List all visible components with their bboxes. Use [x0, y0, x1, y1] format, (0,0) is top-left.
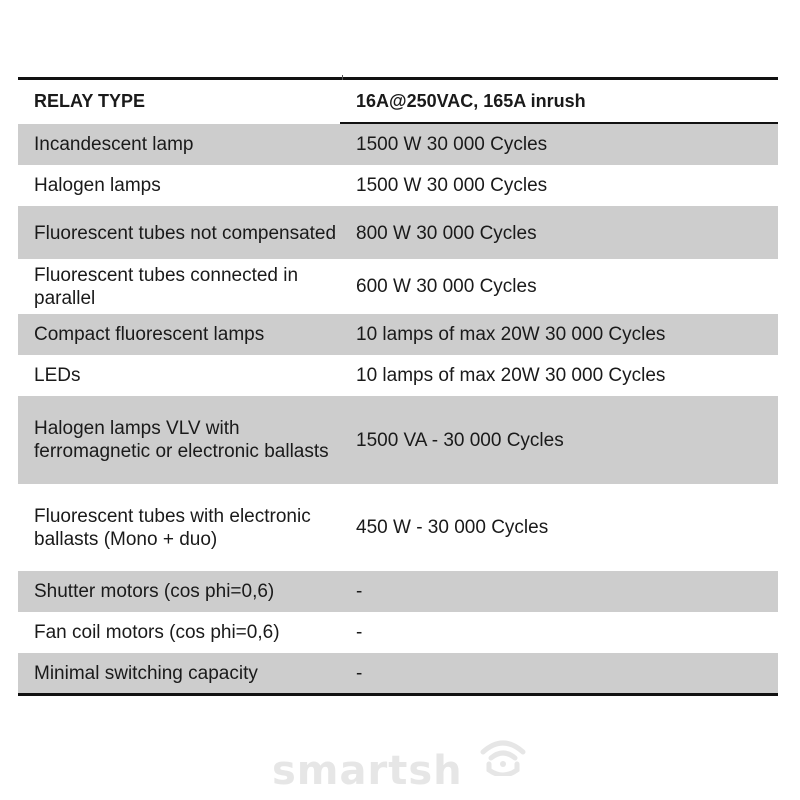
- load-type-cell: Incandescent lamp: [34, 134, 194, 155]
- rating-cell: 450 W - 30 000 Cycles: [356, 517, 549, 538]
- table-row: [18, 612, 778, 653]
- table-row: [18, 355, 778, 396]
- rating-cell: 1500 W 30 000 Cycles: [356, 175, 548, 196]
- table-row: [18, 259, 778, 314]
- rating-cell: -: [356, 581, 363, 602]
- wifi-u-icon: [473, 736, 533, 776]
- table-row: [18, 571, 778, 612]
- rating-cell: -: [356, 662, 363, 684]
- rating-cell: 1500 W 30 000 Cycles: [356, 134, 548, 155]
- rating-cell: 1500 VA - 30 000 Cycles: [356, 429, 564, 451]
- load-type-cell: Fan coil motors (cos phi=0,6): [34, 622, 280, 643]
- rating-cell: 800 W 30 000 Cycles: [356, 223, 537, 244]
- header-relay-type: RELAY TYPE: [34, 90, 146, 111]
- table-row: [18, 124, 778, 165]
- load-type-cell: Fluorescent tubes with electronic ballasts (Mono + duo): [34, 505, 311, 550]
- load-type-cell: Fluorescent tubes not compensated: [34, 223, 337, 244]
- watermark-text: smartsh: [272, 748, 463, 794]
- table-row: [18, 165, 778, 206]
- load-type-cell: LEDs: [34, 365, 81, 386]
- load-type-cell: Minimal switching capacity: [34, 662, 258, 684]
- rating-cell: 10 lamps of max 20W 30 000 Cycles: [356, 365, 666, 386]
- relay-load-table: [18, 77, 778, 696]
- column-tick: [342, 75, 343, 80]
- table-row: [18, 484, 778, 571]
- header-rating: 16A@250VAC, 165A inrush: [356, 90, 586, 111]
- table-row: [18, 396, 778, 484]
- table-bottom-rule: [18, 693, 778, 696]
- table-row: [18, 314, 778, 355]
- rating-cell: 600 W 30 000 Cycles: [356, 276, 537, 297]
- load-type-cell: Shutter motors (cos phi=0,6): [34, 581, 275, 602]
- table-row: [18, 206, 778, 259]
- load-type-cell: Halogen lamps VLV with ferromagnetic or electronic ballasts: [34, 418, 329, 462]
- load-type-cell: Fluorescent tubes connected in parallel: [34, 264, 299, 309]
- rating-cell: 10 lamps of max 20W 30 000 Cycles: [356, 324, 666, 345]
- table-row: [18, 653, 778, 693]
- rating-cell: -: [356, 622, 363, 643]
- load-type-cell: Halogen lamps: [34, 175, 161, 196]
- table-header-row: [18, 80, 778, 122]
- load-type-cell: Compact fluorescent lamps: [34, 324, 265, 345]
